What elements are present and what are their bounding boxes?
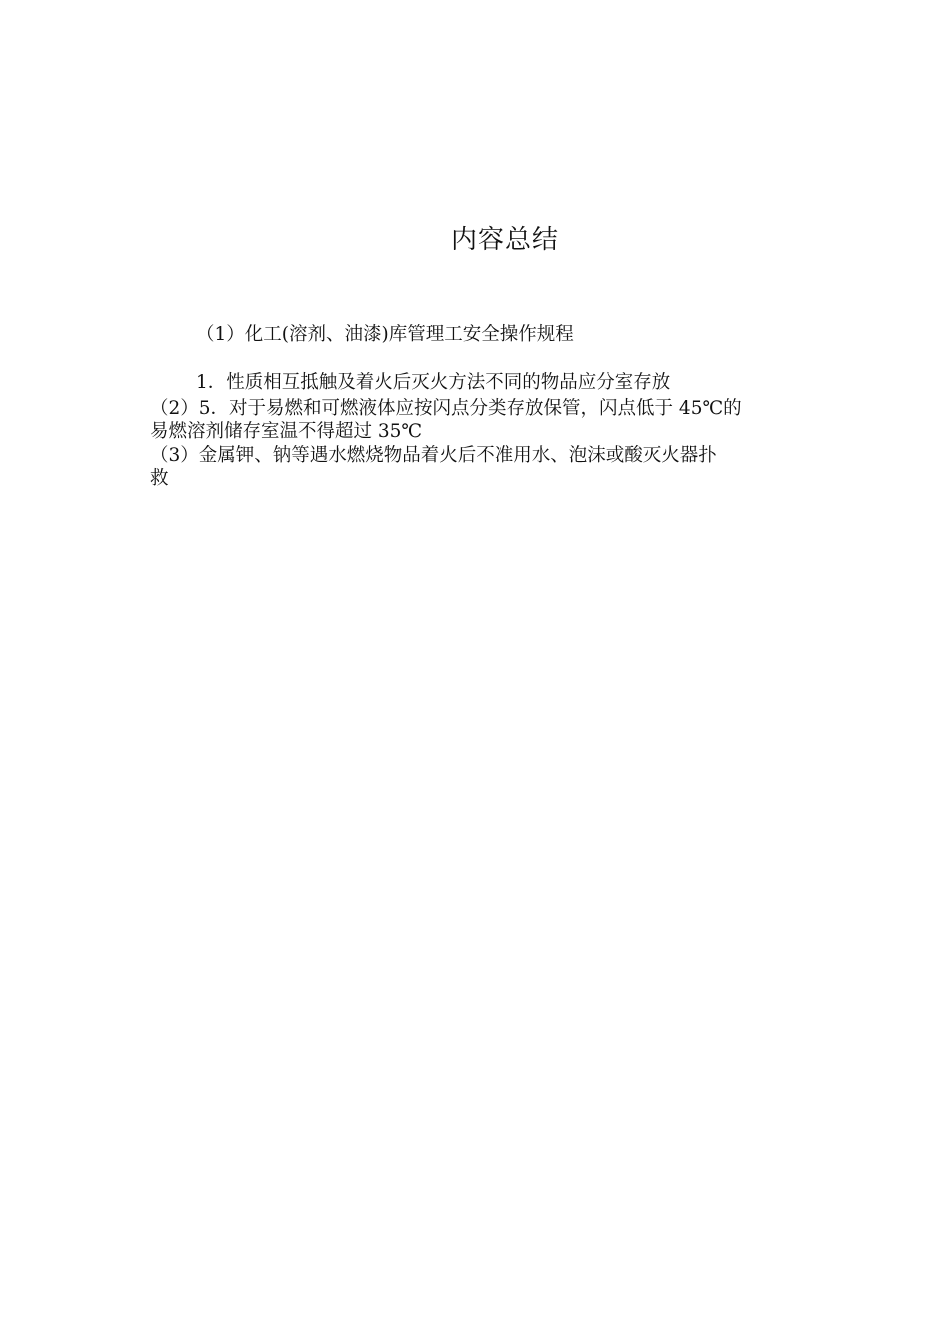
- summary-item-1-heading: （1）化工(溶剂、油漆)库管理工安全操作规程: [196, 324, 574, 345]
- document-title: 内容总结: [450, 225, 559, 255]
- summary-item-3-line-1: （3）金属钾、钠等遇水燃烧物品着火后不准用水、泡沫或酸灭火器扑: [150, 445, 717, 466]
- summary-item-3-line-2: 救: [150, 468, 169, 489]
- summary-item-2-line-2: 易燃溶剂储存室温不得超过 35℃: [150, 421, 423, 442]
- summary-item-2-line-1: （2）5．对于易燃和可燃液体应按闪点分类存放保管，闪点低于 45℃的: [150, 398, 742, 419]
- summary-item-1-detail: 1．性质相互抵触及着火后灭火方法不同的物品应分室存放: [196, 372, 671, 393]
